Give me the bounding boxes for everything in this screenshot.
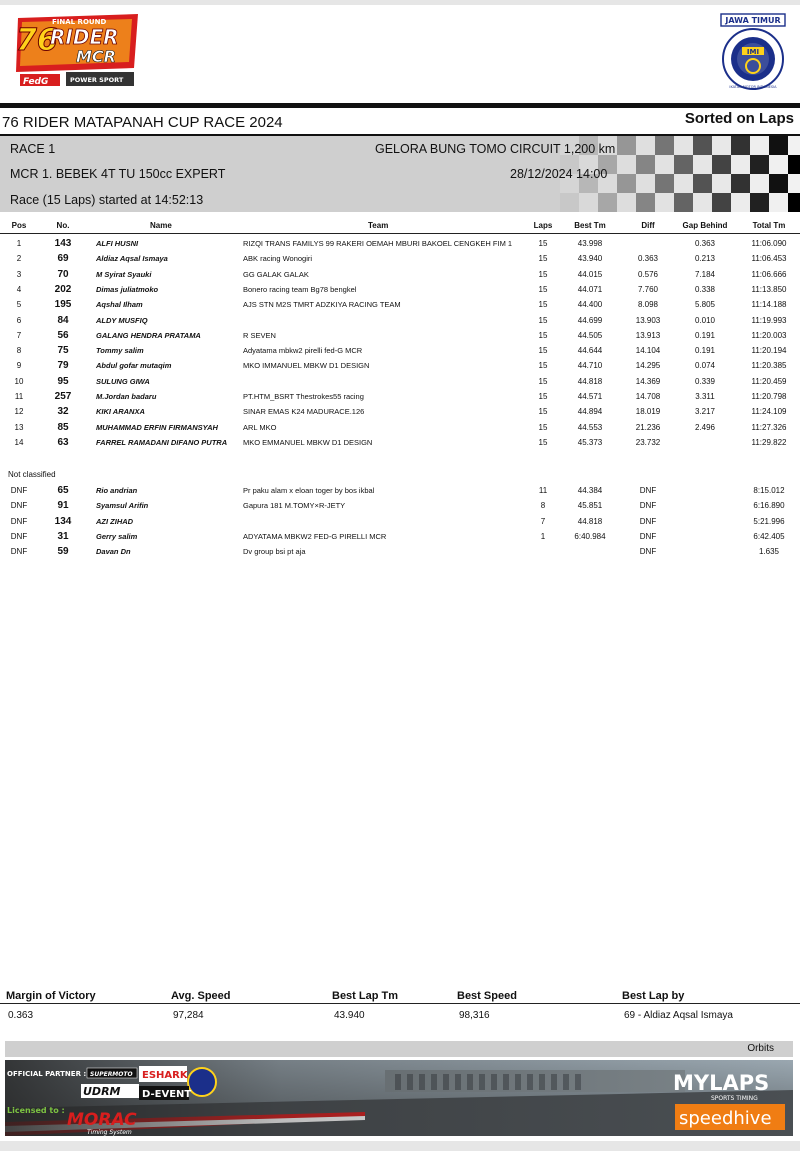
cell-pos: 13 bbox=[14, 422, 24, 432]
cell-diff: 21.236 bbox=[635, 422, 661, 432]
cell-laps: 15 bbox=[538, 315, 548, 325]
cell-no: 32 bbox=[57, 406, 69, 418]
cell-pos: 9 bbox=[16, 361, 22, 371]
cell-best: 6:40.984 bbox=[574, 531, 606, 541]
best-lap-by-value: 69 - Aldiaz Aqsal Ismaya bbox=[624, 1010, 733, 1021]
cell-no: 143 bbox=[54, 238, 72, 249]
cell-best: 43.940 bbox=[577, 254, 603, 264]
cell-best: 45.851 bbox=[577, 501, 603, 511]
cell-laps: 15 bbox=[538, 422, 548, 432]
cell-pos: 3 bbox=[16, 269, 22, 279]
cell-pos: 4 bbox=[16, 284, 22, 294]
cell-name: Aldiaz Aqsal Ismaya bbox=[96, 254, 168, 264]
best-speed-label: Best Speed bbox=[457, 990, 517, 1002]
cell-name: KIKI ARANXA bbox=[96, 407, 145, 417]
cell-team: GG GALAK GALAK bbox=[243, 269, 309, 279]
cell-diff: DNF bbox=[639, 501, 657, 511]
cell-diff: 14.295 bbox=[635, 361, 661, 371]
cell-no: 31 bbox=[57, 530, 69, 542]
cell-name: ALDY MUSFIQ bbox=[96, 315, 148, 325]
cell-diff: 0.576 bbox=[637, 269, 659, 279]
cell-name: GALANG HENDRA PRATAMA bbox=[96, 330, 201, 340]
cell-name: Dimas juliatmoko bbox=[96, 284, 159, 294]
cell-name: FARREL RAMADANI DIFANO PUTRA bbox=[96, 437, 228, 447]
cell-pos: 11 bbox=[14, 392, 24, 401]
cell-name: Davan Dn bbox=[96, 547, 131, 557]
cell-diff: 14.369 bbox=[635, 376, 661, 386]
cell-pos: 10 bbox=[14, 376, 24, 386]
cell-name: Aqshal Ilham bbox=[96, 300, 143, 310]
svg-text:FINAL ROUND: FINAL ROUND bbox=[52, 18, 107, 26]
cell-diff: DNF bbox=[639, 547, 657, 557]
cell-laps: 15 bbox=[538, 284, 548, 294]
cell-gap: 0.191 bbox=[694, 346, 716, 356]
cell-best: 44.818 bbox=[577, 516, 603, 526]
cell-no: 69 bbox=[57, 253, 69, 265]
cell-total: 11:19.993 bbox=[751, 315, 787, 325]
cell-diff: DNF bbox=[639, 531, 657, 541]
cell-diff: 14.104 bbox=[635, 346, 661, 356]
cell-gap: 0.213 bbox=[694, 254, 716, 264]
col-no: No. bbox=[56, 221, 70, 230]
table-row bbox=[0, 392, 800, 407]
cell-diff: DNF bbox=[639, 486, 657, 495]
svg-text:ESHARK: ESHARK bbox=[142, 1070, 188, 1081]
svg-text:IKATAN MOTOR INDONESIA: IKATAN MOTOR INDONESIA bbox=[729, 85, 777, 89]
cell-total: 11:20.798 bbox=[751, 392, 787, 401]
cell-team: Bonero racing team Bg78 bengkel bbox=[243, 284, 357, 294]
cell-best: 44.644 bbox=[577, 346, 603, 356]
cell-laps: 15 bbox=[538, 437, 548, 447]
cell-team: PT.HTM_BSRT Thestrokes55 racing bbox=[243, 392, 364, 401]
cell-name: Rio andrian bbox=[96, 486, 138, 495]
cell-no: 84 bbox=[57, 314, 69, 326]
race-datetime: 28/12/2024 14:00 bbox=[510, 167, 608, 181]
cell-best: 43.998 bbox=[577, 239, 603, 248]
cell-pos: DNF bbox=[10, 486, 28, 495]
cell-no: 63 bbox=[57, 436, 69, 448]
race-info-panel bbox=[0, 136, 800, 212]
cell-best: 44.699 bbox=[577, 315, 603, 325]
cell-gap: 5.805 bbox=[694, 300, 716, 310]
cell-name: AZI ZIHAD bbox=[96, 516, 134, 526]
cell-total: 11:29.822 bbox=[751, 437, 787, 447]
cell-gap: 3.311 bbox=[695, 392, 715, 401]
cell-no: 134 bbox=[54, 515, 72, 527]
svg-text:SPORTS TIMING: SPORTS TIMING bbox=[711, 1095, 758, 1102]
cell-pos: 14 bbox=[14, 437, 24, 447]
cell-no: 195 bbox=[54, 299, 72, 311]
cell-diff: 13.913 bbox=[635, 330, 661, 340]
svg-text:JAWA TIMUR: JAWA TIMUR bbox=[725, 16, 781, 25]
cell-laps: 15 bbox=[538, 407, 548, 417]
cell-total: 5:21.996 bbox=[753, 516, 785, 526]
not-classified-label: Not classified bbox=[8, 470, 56, 479]
cell-pos: DNF bbox=[10, 501, 28, 511]
table-row bbox=[0, 239, 800, 254]
bottom-strip bbox=[0, 1141, 800, 1151]
cell-best: 44.818 bbox=[577, 376, 603, 386]
cell-pos: 6 bbox=[16, 315, 22, 325]
cell-no: 79 bbox=[57, 360, 69, 372]
cell-name: ALFI HUSNI bbox=[96, 239, 139, 248]
best-lap-by-label: Best Lap by bbox=[622, 990, 685, 1002]
best-speed-value: 98,316 bbox=[459, 1010, 490, 1021]
cell-gap: 3.217 bbox=[694, 407, 716, 417]
table-row bbox=[0, 486, 800, 501]
table-row bbox=[0, 270, 800, 285]
cell-team: MKO EMMANUEL MBKW D1 DESIGN bbox=[243, 437, 373, 447]
cell-team: Adyatama mbkw2 pirelli fed-G MCR bbox=[243, 346, 363, 356]
cell-pos: DNF bbox=[10, 547, 28, 557]
table-row bbox=[0, 254, 800, 269]
cell-best: 44.710 bbox=[577, 361, 603, 371]
cell-total: 6:42.405 bbox=[753, 531, 785, 541]
cell-team: ADYATAMA MBKW2 FED-G PIRELLI MCR bbox=[243, 531, 387, 541]
cell-total: 11:06.666 bbox=[751, 269, 787, 279]
cell-pos: 8 bbox=[16, 346, 22, 356]
cell-no: 91 bbox=[57, 500, 69, 512]
cell-best: 44.571 bbox=[577, 392, 603, 401]
cell-best: 44.071 bbox=[577, 284, 603, 294]
cell-diff: 18.019 bbox=[635, 407, 661, 417]
cell-total: 11:13.850 bbox=[751, 284, 787, 294]
cell-no: 257 bbox=[54, 391, 72, 402]
cell-diff: 23.732 bbox=[635, 437, 661, 447]
cell-best: 44.400 bbox=[577, 300, 603, 310]
avg-speed-label: Avg. Speed bbox=[171, 990, 231, 1002]
cell-no: 95 bbox=[57, 375, 69, 387]
cell-best: 44.894 bbox=[577, 407, 603, 417]
cell-name: M Syirat Syauki bbox=[96, 269, 152, 279]
col-pos: Pos bbox=[11, 221, 27, 230]
summary-rule bbox=[0, 1003, 800, 1004]
svg-text:UDRM: UDRM bbox=[83, 1085, 121, 1098]
cell-gap: 0.339 bbox=[694, 376, 716, 386]
col-total: Total Tm bbox=[752, 221, 786, 230]
orbits-bar bbox=[5, 1041, 793, 1057]
cell-team: Pr paku alam x eloan toger by bos ikbal bbox=[243, 486, 375, 495]
orbits-label: Orbits bbox=[747, 1043, 774, 1054]
cell-total: 11:06.453 bbox=[751, 254, 787, 264]
cell-best: 44.505 bbox=[577, 330, 603, 340]
table-row bbox=[0, 547, 800, 562]
cell-no: 70 bbox=[57, 268, 69, 280]
cell-best: 44.553 bbox=[577, 422, 603, 432]
table-row bbox=[0, 501, 800, 516]
table-row bbox=[0, 285, 800, 300]
sort-label: Sorted on Laps bbox=[684, 110, 794, 127]
cell-pos: 5 bbox=[16, 300, 22, 310]
cell-gap: 7.184 bbox=[694, 269, 716, 279]
cell-team: AJS STN M2S TMRT ADZKIYA RACING TEAM bbox=[243, 300, 401, 310]
cell-diff: DNF bbox=[639, 516, 657, 526]
best-lap-value: 43.940 bbox=[334, 1010, 365, 1021]
table-row bbox=[0, 407, 800, 422]
cell-no: 59 bbox=[57, 546, 69, 558]
svg-text:FedG: FedG bbox=[23, 77, 49, 87]
race-label: RACE 1 bbox=[10, 142, 56, 156]
title-bar bbox=[0, 108, 800, 134]
cell-laps: 15 bbox=[538, 376, 548, 386]
svg-text:D-EVENT: D-EVENT bbox=[142, 1089, 192, 1100]
svg-text:Timing System: Timing System bbox=[87, 1129, 132, 1136]
cell-total: 6:16.890 bbox=[753, 501, 785, 511]
cell-laps: 8 bbox=[540, 501, 546, 511]
col-best: Best Tm bbox=[574, 221, 606, 230]
cell-laps: 15 bbox=[538, 392, 548, 401]
cell-no: 85 bbox=[57, 421, 69, 433]
svg-text:POWER SPORT: POWER SPORT bbox=[70, 76, 124, 84]
cell-no: 65 bbox=[57, 485, 69, 496]
cell-pos: DNF bbox=[10, 516, 28, 526]
cell-total: 11:06.090 bbox=[751, 239, 787, 248]
table-row bbox=[0, 423, 800, 438]
best-lap-label: Best Lap Tm bbox=[332, 990, 399, 1002]
cell-name: MUHAMMAD ERFIN FIRMANSYAH bbox=[96, 422, 218, 432]
race-start: Race (15 Laps) started at 14:52:13 bbox=[10, 193, 204, 207]
cell-total: 11:24.109 bbox=[751, 407, 787, 417]
table-row bbox=[0, 517, 800, 532]
svg-text:MYLAPS: MYLAPS bbox=[673, 1071, 770, 1095]
svg-text:76: 76 bbox=[16, 23, 58, 58]
cell-total: 11:20.459 bbox=[751, 376, 787, 386]
cell-name: Tommy salim bbox=[96, 346, 144, 356]
col-diff: Diff bbox=[641, 221, 655, 230]
cell-team: MKO IMMANUEL MBKW D1 DESIGN bbox=[243, 361, 370, 371]
cell-laps: 11 bbox=[538, 486, 548, 495]
cell-team: Dv group bsi pt aja bbox=[243, 547, 306, 557]
cell-gap: 0.363 bbox=[694, 239, 716, 248]
header-rule bbox=[0, 233, 800, 234]
event-logo bbox=[10, 10, 146, 90]
table-row bbox=[0, 300, 800, 315]
cell-pos: DNF bbox=[10, 531, 28, 541]
col-gap: Gap Behind bbox=[682, 221, 728, 230]
cell-total: 8:15.012 bbox=[753, 486, 785, 495]
cell-laps: 15 bbox=[538, 239, 548, 248]
cell-gap: 0.191 bbox=[694, 330, 716, 340]
cell-laps: 15 bbox=[538, 269, 548, 279]
cell-name: M.Jordan badaru bbox=[96, 392, 157, 401]
table-row bbox=[0, 361, 800, 376]
cell-laps: 15 bbox=[538, 254, 548, 264]
svg-text:IMI: IMI bbox=[746, 48, 760, 56]
cell-no: 202 bbox=[54, 283, 72, 295]
cell-total: 11:20.003 bbox=[751, 330, 787, 340]
col-team: Team bbox=[368, 221, 389, 230]
cell-laps: 7 bbox=[540, 516, 546, 526]
avg-speed-value: 97,284 bbox=[173, 1010, 204, 1021]
cell-name: Gerry salim bbox=[96, 531, 138, 541]
cell-diff: 7.760 bbox=[637, 284, 659, 294]
svg-text:MORAC: MORAC bbox=[67, 1110, 137, 1130]
cell-gap: 0.074 bbox=[694, 361, 716, 371]
cell-pos: 12 bbox=[14, 407, 24, 417]
cell-team: RIZQI TRANS FAMILYS 99 RAKERI OEMAH MBURI BAKOEL CENGKEH FIM 1 bbox=[243, 239, 513, 248]
margin-label: Margin of Victory bbox=[6, 990, 96, 1002]
cell-gap: 0.010 bbox=[694, 315, 716, 325]
cell-no: 75 bbox=[57, 345, 69, 357]
cell-diff: 8.098 bbox=[637, 300, 659, 310]
cell-laps: 15 bbox=[538, 300, 548, 310]
cell-name: Abdul gofar mutaqim bbox=[96, 361, 172, 371]
cell-total: 11:14.188 bbox=[751, 300, 787, 310]
table-row bbox=[0, 377, 800, 392]
cell-total: 11:27.326 bbox=[751, 422, 787, 432]
top-strip bbox=[0, 0, 800, 5]
sponsor-banner bbox=[5, 1060, 793, 1136]
table-row bbox=[0, 316, 800, 331]
cell-laps: 1 bbox=[540, 531, 546, 541]
table-row bbox=[0, 331, 800, 346]
circuit-name: GELORA BUNG TOMO CIRCUIT 1,200 km bbox=[375, 142, 616, 156]
cell-best: 44.015 bbox=[577, 269, 603, 279]
event-title: 76 RIDER MATAPANAH CUP RACE 2024 bbox=[2, 114, 283, 131]
cell-pos: 7 bbox=[16, 330, 22, 340]
svg-text:MCR: MCR bbox=[76, 47, 116, 66]
cell-no: 56 bbox=[57, 329, 69, 341]
cell-best: 45.373 bbox=[577, 437, 603, 447]
cell-team: R SEVEN bbox=[243, 330, 276, 340]
margin-value: 0.363 bbox=[8, 1010, 34, 1021]
table-row bbox=[0, 532, 800, 547]
svg-text:OFFICIAL PARTNER :: OFFICIAL PARTNER : bbox=[7, 1070, 87, 1078]
cell-laps: 15 bbox=[538, 330, 548, 340]
cell-pos: 1 bbox=[16, 239, 22, 248]
cell-total: 11:20.385 bbox=[751, 361, 787, 371]
cell-diff: 14.708 bbox=[635, 392, 661, 401]
cell-team: ABK racing Wonogiri bbox=[243, 254, 313, 264]
svg-text:SUPERMOTO: SUPERMOTO bbox=[90, 1071, 133, 1078]
svg-text:RIDER: RIDER bbox=[50, 25, 119, 49]
cell-diff: 0.363 bbox=[637, 254, 659, 264]
cell-total: 11:20.194 bbox=[751, 346, 787, 356]
race-class: MCR 1. BEBEK 4T TU 150cc EXPERT bbox=[10, 167, 226, 181]
cell-diff: 13.903 bbox=[635, 315, 661, 325]
cell-gap: 0.338 bbox=[694, 284, 716, 294]
cell-name: Syamsul Arifin bbox=[96, 501, 149, 511]
imi-jawa-timur-logo bbox=[715, 12, 791, 92]
cell-best: 44.384 bbox=[577, 486, 603, 495]
cell-total: 1.635 bbox=[758, 547, 780, 557]
svg-text:speedhive: speedhive bbox=[679, 1108, 772, 1129]
cell-laps: 15 bbox=[538, 361, 548, 371]
cell-team: Gapura 181 M.TOMY×R-JETY bbox=[243, 501, 346, 511]
svg-text:Licensed to :: Licensed to : bbox=[7, 1106, 65, 1115]
cell-laps: 15 bbox=[538, 346, 548, 356]
col-laps: Laps bbox=[533, 221, 553, 230]
cell-team: SINAR EMAS K24 MADURACE.126 bbox=[243, 407, 365, 417]
table-row bbox=[0, 438, 800, 453]
cell-team: ARL MKO bbox=[243, 422, 277, 432]
cell-gap: 2.496 bbox=[694, 422, 716, 432]
cell-name: SULUNG GIWA bbox=[96, 376, 150, 386]
table-row bbox=[0, 346, 800, 361]
cell-pos: 2 bbox=[16, 254, 22, 264]
col-name: Name bbox=[150, 221, 172, 230]
